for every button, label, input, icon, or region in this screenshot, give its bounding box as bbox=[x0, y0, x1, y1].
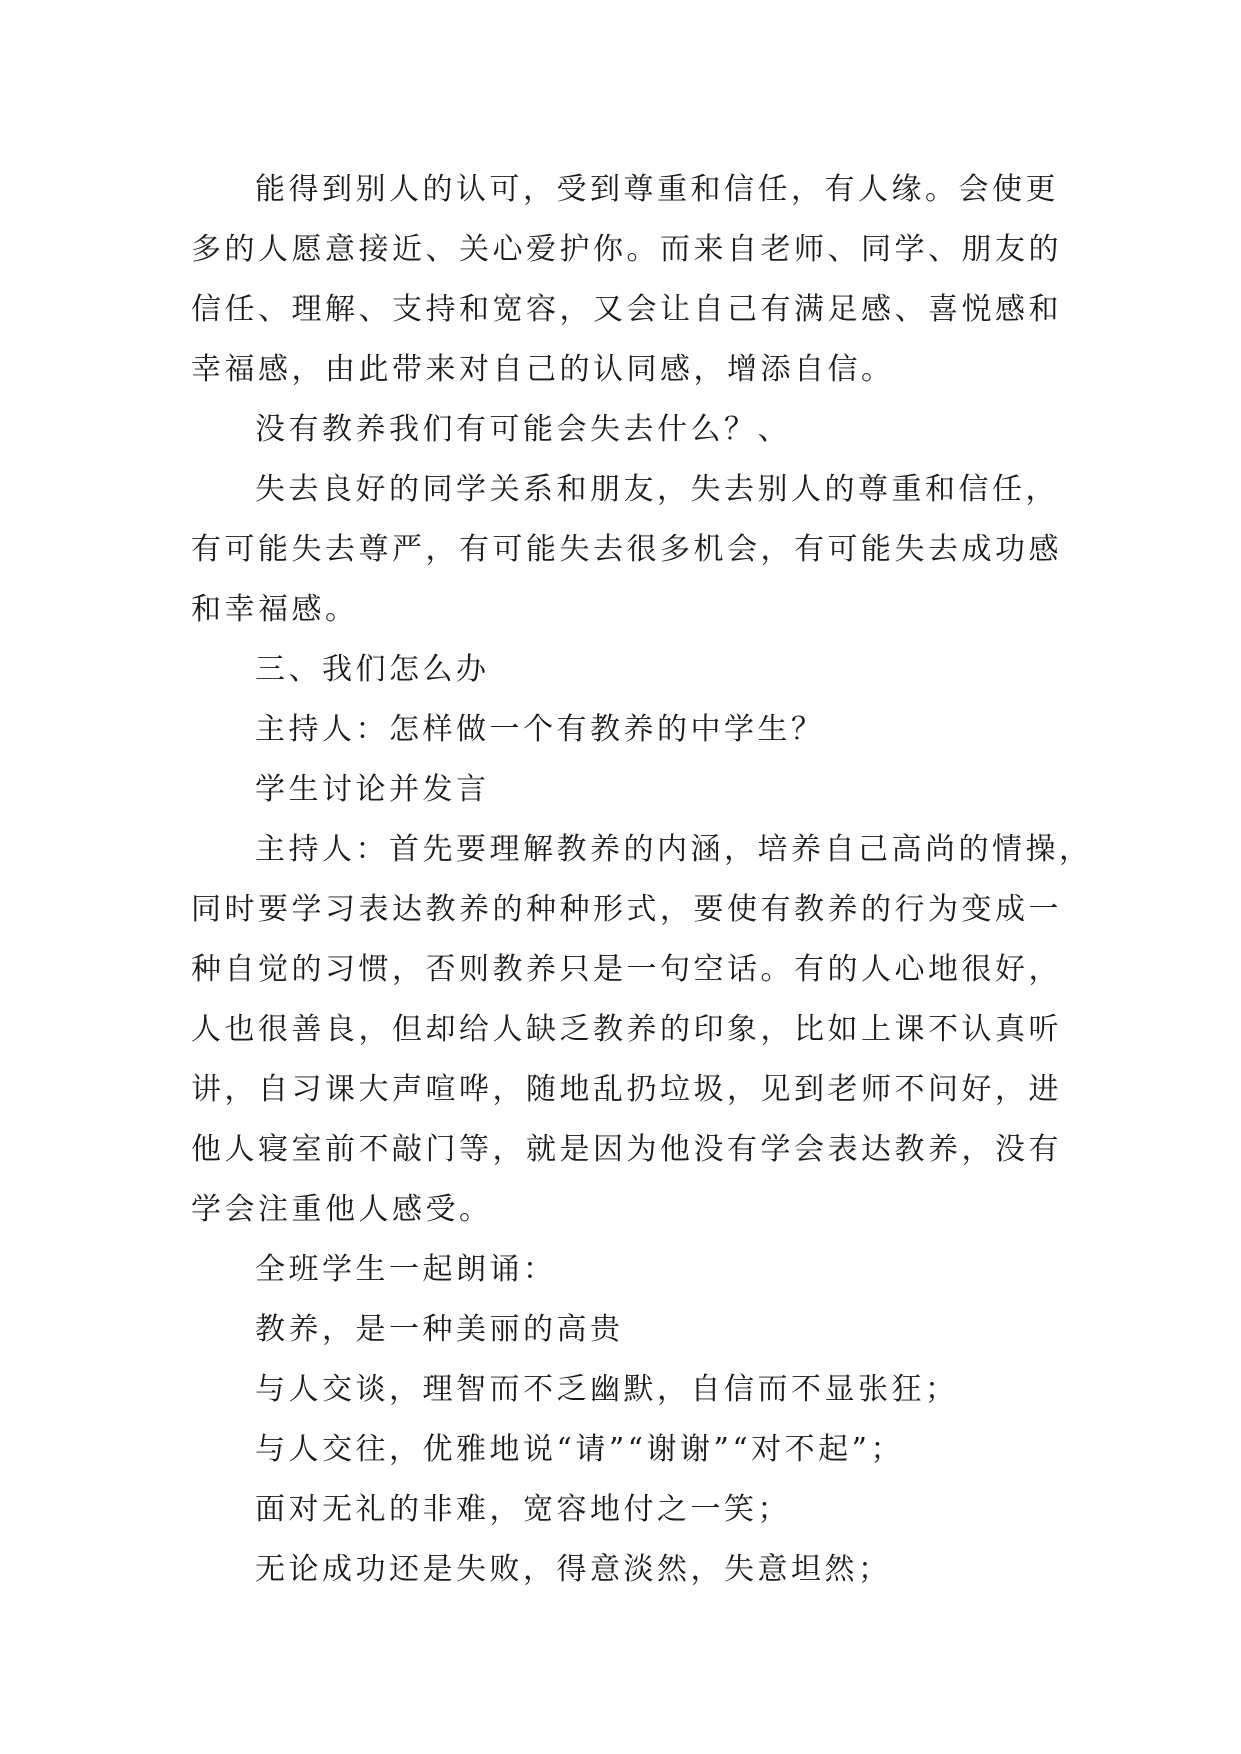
poem-line: 教养，是一种美丽的高贵 bbox=[255, 1312, 624, 1347]
text-line: 能得到别人的认可，受到尊重和信任，有人缘。会使更 bbox=[255, 172, 1059, 207]
text-line: 和幸福感。 bbox=[191, 592, 359, 627]
text-line: 学会注重他人感受。 bbox=[191, 1192, 493, 1227]
section-heading: 三、我们怎么办 bbox=[255, 652, 490, 687]
text-line: 信任、理解、支持和宽容，又会让自己有满足感、喜悦感和 bbox=[191, 292, 1062, 327]
poem-line: 与人交谈，理智而不乏幽默，自信而不显张狂； bbox=[255, 1372, 959, 1407]
text-line: 全班学生一起朗诵： bbox=[255, 1252, 557, 1287]
poem-line: 与人交往，优雅地说“请”“谢谢”“对不起”； bbox=[255, 1432, 905, 1467]
text-line: 讲，自习课大声喧哗，随地乱扔垃圾，见到老师不问好，进 bbox=[191, 1072, 1062, 1107]
text-line: 学生讨论并发言 bbox=[255, 772, 490, 807]
host-line: 主持人：怎样做一个有教养的中学生？ bbox=[255, 712, 825, 747]
document-body bbox=[191, 160, 1093, 1600]
host-line: 主持人：首先要理解教养的内涵，培养自己高尚的情操， bbox=[255, 832, 1093, 867]
text-line: 失去良好的同学关系和朋友，失去别人的尊重和信任， bbox=[255, 472, 1059, 507]
text-line: 同时要学习表达教养的种种形式，要使有教养的行为变成一 bbox=[191, 892, 1062, 927]
text-line: 他人寝室前不敲门等，就是因为他没有学会表达教养，没有 bbox=[191, 1132, 1062, 1167]
question-line: 没有教养我们有可能会失去什么？、 bbox=[255, 412, 791, 447]
text-line: 人也很善良，但却给人缺乏教养的印象，比如上课不认真听 bbox=[191, 1012, 1062, 1047]
text-line: 有可能失去尊严，有可能失去很多机会，有可能失去成功感 bbox=[191, 532, 1062, 567]
text-line: 多的人愿意接近、关心爱护你。而来自老师、同学、朋友的 bbox=[191, 232, 1062, 267]
poem-line: 无论成功还是失败，得意淡然，失意坦然； bbox=[255, 1552, 892, 1587]
text-line: 幸福感，由此带来对自己的认同感，增添自信。 bbox=[191, 352, 895, 387]
poem-line: 面对无礼的非难，宽容地付之一笑； bbox=[255, 1492, 791, 1527]
text-line: 种自觉的习惯，否则教养只是一句空话。有的人心地很好， bbox=[191, 952, 1062, 987]
